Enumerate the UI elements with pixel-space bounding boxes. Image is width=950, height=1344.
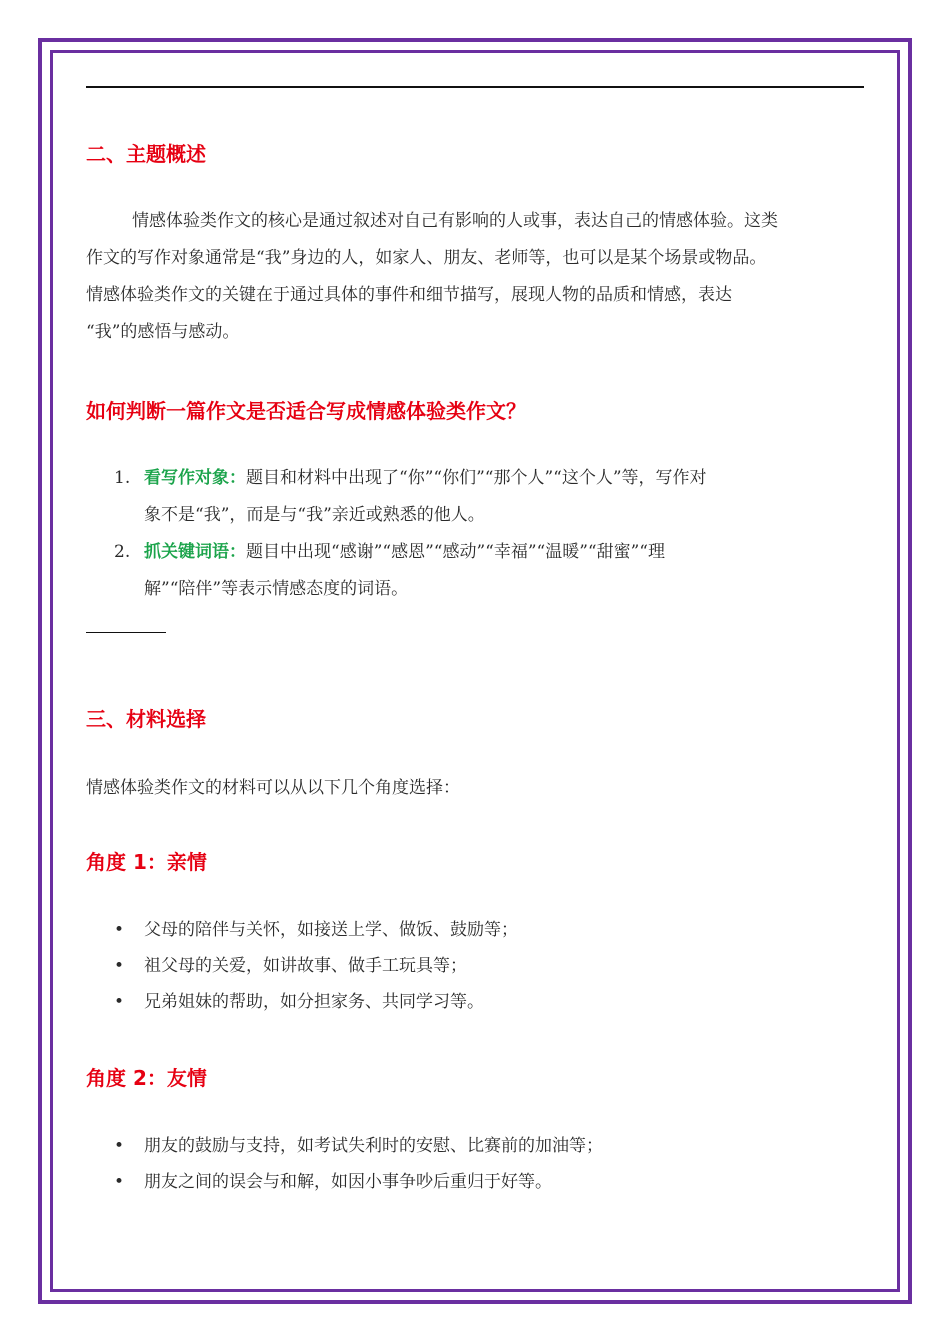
overview-line-3: 情感体验类作文的关键在于通过具体的事件和细节描写，展现人物的品质和情感，表达 [86, 285, 732, 305]
list-item: • 朋友之间的误会与和解，如因小事争吵后重归于好等。 [86, 1164, 866, 1200]
bullet-icon: • [114, 1172, 125, 1192]
family-materials-list [86, 912, 866, 1020]
bullet-icon: • [114, 992, 125, 1012]
bullet-icon: • [114, 1136, 125, 1156]
list-item: • 朋友的鼓励与支持，如考试失利时的安慰、比赛前的加油等； [86, 1128, 866, 1164]
bullet-icon: • [114, 956, 125, 976]
list-number: 1. [114, 468, 131, 488]
section-divider [86, 632, 166, 633]
list-item: • 父母的陪伴与关怀，如接送上学、做饭、鼓励等； [86, 912, 866, 948]
tip-keyword: 看写作对象： [144, 468, 246, 488]
list-number: 2. [114, 542, 131, 562]
judgement-question: 如何判断一篇作文是否适合写成情感体验类作文？ [86, 399, 526, 423]
list-item [86, 460, 866, 534]
list-item: • 祖父母的关爱，如讲故事、做手工玩具等； [86, 948, 866, 984]
list-item: • 兄弟姐妹的帮助，如分担家务、共同学习等。 [86, 984, 866, 1020]
header-rule [86, 86, 864, 88]
materials-intro: 情感体验类作文的材料可以从以下几个角度选择： [86, 778, 460, 798]
friendship-materials-list [86, 1128, 866, 1200]
section-heading-overview: 二、主题概述 [86, 142, 206, 166]
tip-text: 题目中出现“感谢”“感恩”“感动”“幸福”“温暖”“甜蜜”“理 [246, 542, 665, 562]
section-heading-materials: 三、材料选择 [86, 707, 206, 731]
tip-keyword: 抓关键词语： [144, 542, 246, 562]
judgement-tips-list [86, 460, 866, 608]
tip-text-cont: 象不是“我”，而是与“我”亲近或熟悉的他人。 [144, 505, 485, 525]
tip-text: 题目和材料中出现了“你”“你们”“那个人”“这个人”等，写作对 [246, 468, 707, 488]
list-item [86, 534, 866, 608]
tip-text-cont: 解”“陪伴”等表示情感态度的词语。 [144, 579, 409, 599]
bullet-icon: • [114, 920, 125, 940]
angle-heading-family: 角度 1：亲情 [86, 850, 207, 874]
overview-line-4: “我”的感悟与感动。 [86, 322, 240, 342]
overview-paragraph [86, 203, 866, 351]
overview-line-1: 情感体验类作文的核心是通过叙述对自己有影响的人或事，表达自己的情感体验。这类 [132, 211, 778, 231]
overview-line-2: 作文的写作对象通常是“我”身边的人，如家人、朋友、老师等，也可以是某个场景或物品。 [86, 248, 767, 268]
angle-heading-friendship: 角度 2：友情 [86, 1066, 207, 1090]
